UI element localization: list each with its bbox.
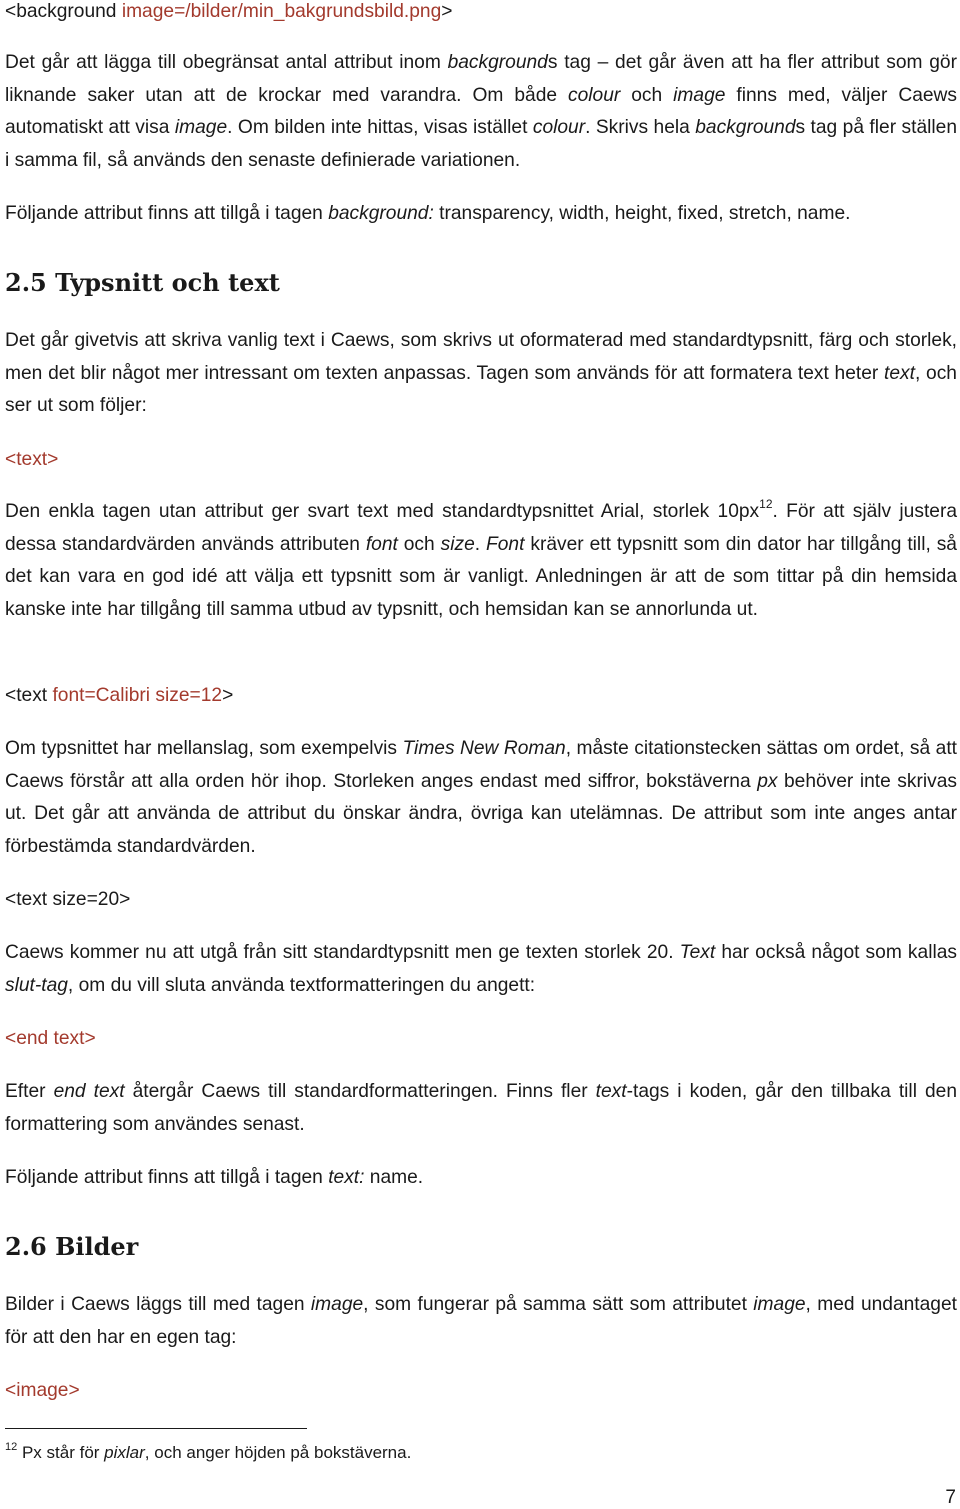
paragraph-text-5: Efter end text återgår Caews till standardformatteringen. Finns fler text-tags i koden, går den tillbaka till den formattering som användes senast. <box>5 1081 958 1135</box>
paragraph-text-6: Följande attribut finns att tillgå i tagen text: name. <box>5 1167 424 1188</box>
tag-attribute: image=/bilder/min_bakgrundsbild.png <box>121 1 442 22</box>
footnote-reference: 12 <box>759 497 773 511</box>
tag-text: <background <box>5 1 122 22</box>
section-heading-2-5: 2.5 Typsnitt och text <box>5 268 280 297</box>
paragraph-text-3: Om typsnittet har mellanslag, som exempelvis Times New Roman, måste citationstecken sättas om ordet, så att Caews förstår att alla orden hör ihop. Storleken anges endast med siffror, bokstäverna px behöver inte skrivas ut. Det går att använda de attribut du önskar ändra, övriga kan utelämnas. De attribut som inte anges antar förbestämda standardvärden. <box>5 738 958 858</box>
page-number: 7 <box>945 1487 956 1508</box>
tag-text: > <box>441 1 453 22</box>
footnote-number: 12 <box>5 1441 18 1453</box>
paragraph-background-1: Det går att lägga till obegränsat antal attribut inom backgrounds tag – det går även att ha fler attribut som gör liknande saker utan att de krockar med varandra. Om både colour och image finns med, väljer Caews automatiskt att visa image. Om bilden inte hittas, visas istället colour. Skrivs hela backgrounds tag på fler ställen i samma fil, så används den senaste definierade variationen. <box>5 52 958 172</box>
paragraph-images-1: Bilder i Caews läggs till med tagen image, som fungerar på samma sätt som attributet image, med undantaget för att den har en egen tag: <box>5 1294 957 1348</box>
paragraph-text-2: Den enkla tagen utan attribut ger svart text med standardtypsnittet Arial, storlek 10px$^{12}$. För att själv justera dessa standardvärden används attributen font och size. Font kräver ett typsnitt som din dator har tillgång till, så det kan vara en god idé att välja ett typsnitt som är vanligt. Anledningen är att de som tittar på din hemsida kanske inte har tillgång till samma utbud av typsnitt, och hemsidan kan se annorlunda ut. <box>5 497 958 621</box>
footnote-separator <box>5 1428 307 1429</box>
text-tag-example: <text> <box>5 449 59 470</box>
end-text-tag-example: <end text> <box>5 1028 96 1049</box>
paragraph-text-1: Det går givetvis att skriva vanlig text i Caews, som skrivs ut oformaterad med standardtypsnitt, färg och storlek, men det blir något mer intressant om texten anpassas. Tagen som används för att formatera text heter text, och ser ut som följer: <box>5 330 957 417</box>
font-size-tag-example: <text font=Calibri size=12> <box>5 685 234 706</box>
tag-attribute: font=Calibri size=12 <box>52 685 223 706</box>
background-tag-example <box>5 0 957 29</box>
section-heading-2-6: 2.6 Bilder <box>5 1232 139 1261</box>
paragraph-text-4: Caews kommer nu att utgå från sitt standardtypsnitt men ge texten storlek 20. Text har också något som kallas slut-tag, om du vill sluta använda textformatteringen du angett: <box>5 942 957 996</box>
size-tag-example: <text size=20> <box>5 889 131 910</box>
image-tag-example: <image> <box>5 1380 80 1401</box>
paragraph-background-2: Följande attribut finns att tillgå i tagen background: transparency, width, height, fixed, stretch, name. <box>5 203 851 224</box>
footnote: $^{12}$ Px står för pixlar, och anger höjden på bokstäverna. <box>5 1441 412 1462</box>
